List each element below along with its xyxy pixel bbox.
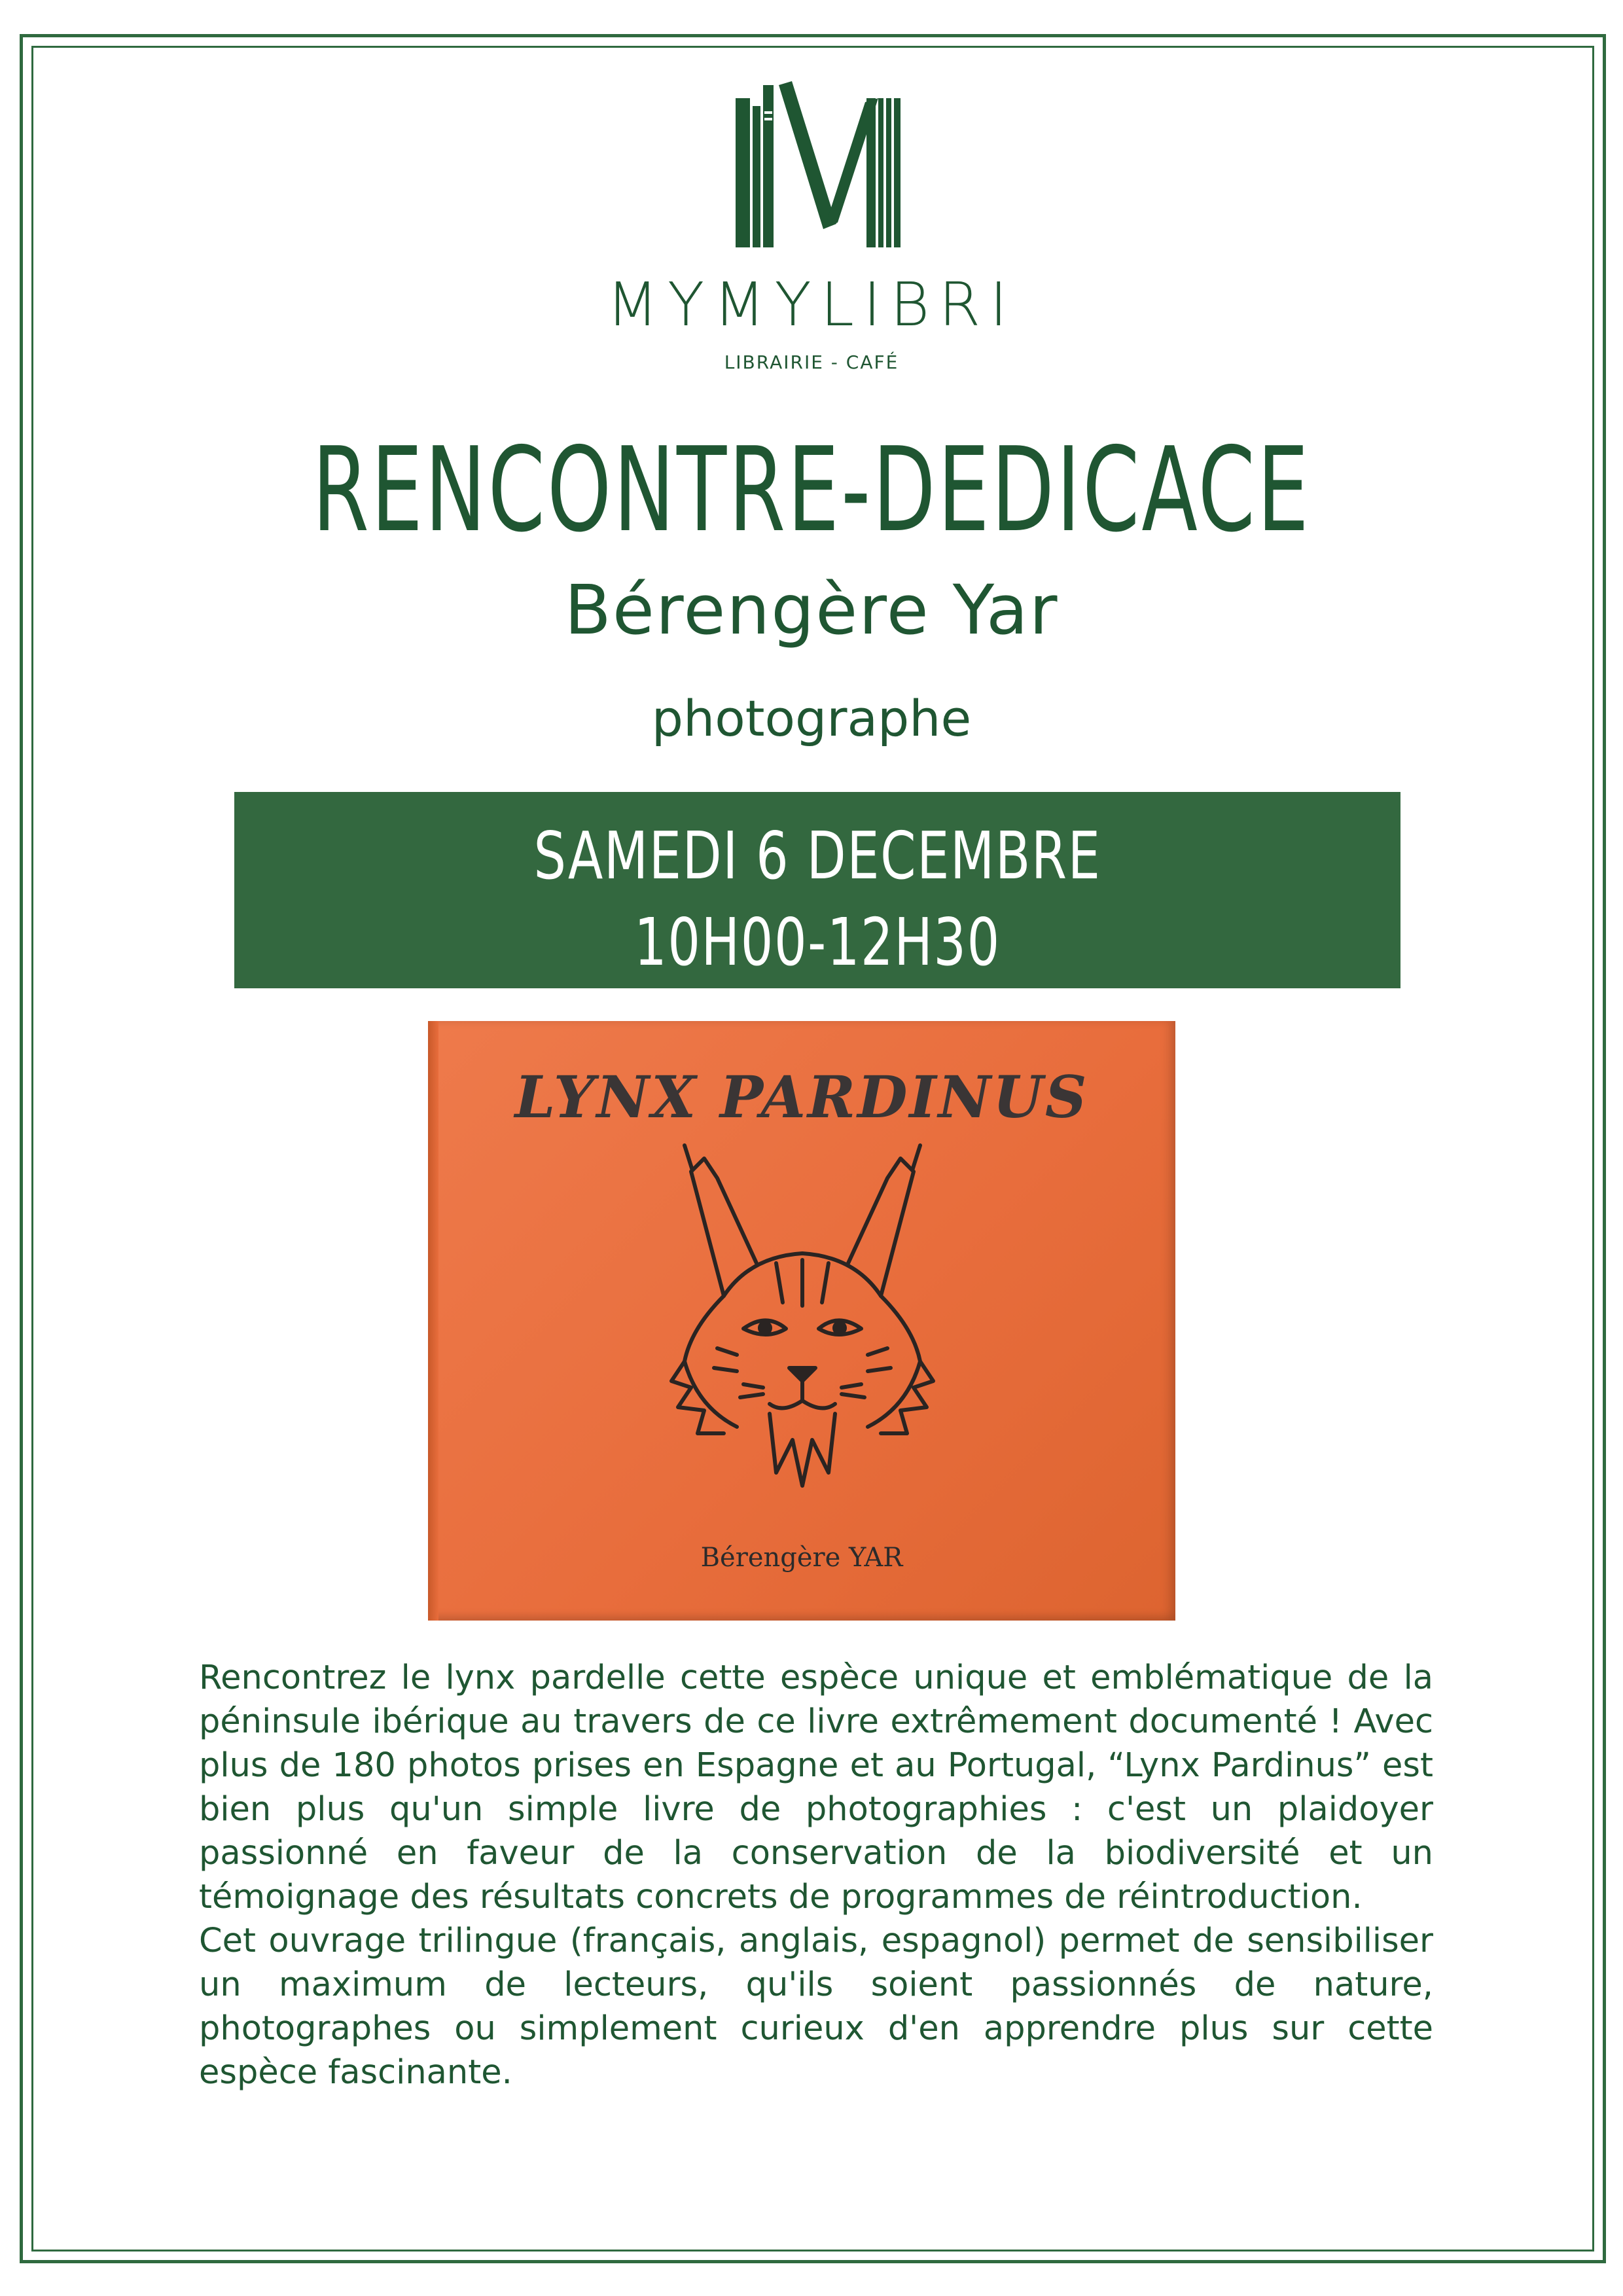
book-author: Bérengère YAR bbox=[700, 1543, 903, 1573]
book-cover bbox=[428, 1021, 1175, 1621]
event-date: SAMEDI 6 DECEMBRE bbox=[533, 817, 1101, 894]
mymylibri-logo-icon bbox=[726, 72, 910, 255]
lynx-illustration-icon bbox=[645, 1132, 959, 1499]
brand-tagline: LIBRAIRIE - CAFÉ bbox=[724, 351, 899, 373]
event-date-band bbox=[234, 792, 1400, 988]
brand-name: MYMYLIBRI bbox=[606, 270, 1017, 340]
event-author: Bérengère Yar bbox=[564, 570, 1059, 650]
event-description bbox=[199, 1656, 1433, 2094]
event-role: photographe bbox=[651, 689, 972, 747]
event-title: RENCONTRE-DEDICACE bbox=[312, 422, 1311, 558]
description-paragraph: Rencontrez le lynx pardelle cette espèce unique et emblématique de la péninsule ibérique au travers de ce livre extrêmement documenté ! Avec plus de 180 photos prises en Espagne et au Portugal, “Lynx Pardinus” est bien plus qu'un simple livre de photographies : c'est un plaidoyer passionné en faveur de la conservation de la biodiversité et un témoignage des résultats concrets de programmes de réintroduction. bbox=[199, 1659, 1433, 1916]
description-paragraph: Cet ouvrage trilingue (français, anglais, espagnol) permet de sensibiliser un maximum de lecteurs, qu'ils soient passionnés de nature, photographes ou simplement curieux d'en apprendre plus sur cette espèce fascinante. bbox=[199, 1922, 1433, 2092]
event-time: 10H00-12H30 bbox=[634, 904, 1001, 980]
book-title: LYNX PARDINUS bbox=[514, 1063, 1089, 1131]
